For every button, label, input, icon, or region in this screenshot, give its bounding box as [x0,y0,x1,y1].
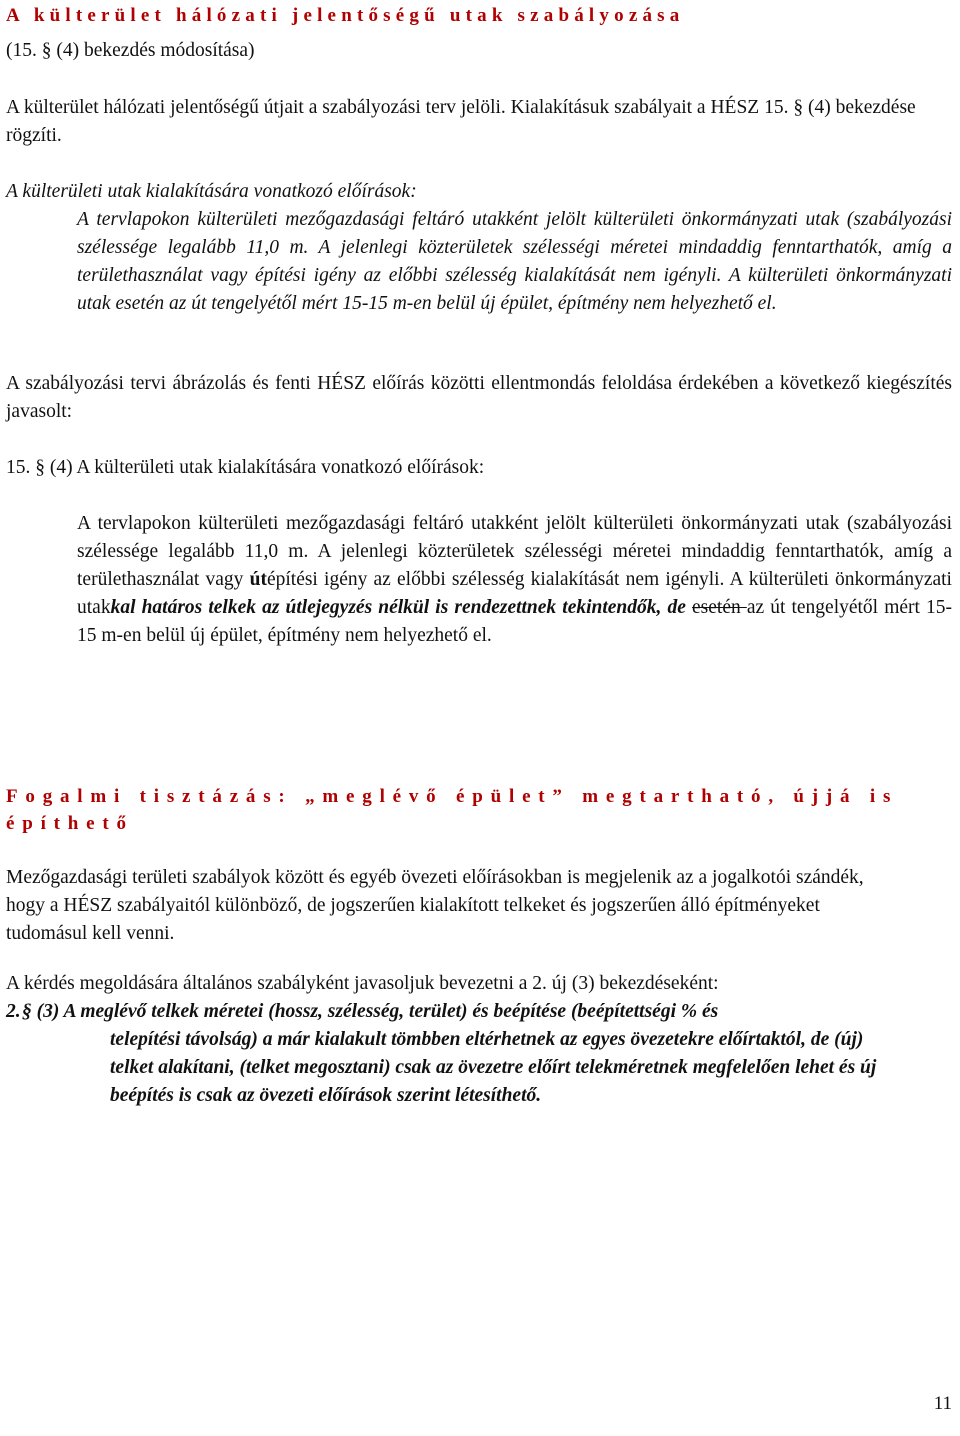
paragraph-question [6,970,952,998]
paragraph-agricultural-rules: Mezőgazdasági területi szabályok között és egyéb övezeti előírásokban is megjelenik az a jogalkotói szándék, hogy a HÉSZ szabályaitól különböző, de jogszerűen kialakított telkeket és jogszerűen álló építményeket tudomásul kell venni. [6,867,864,944]
paragraph-intro: A külterület hálózati jelentőségű útjait a szabályozási terv jelöli. Kialakításuk szabályait a HÉSZ 15. § (4) bekezdése rögzíti. [6,97,916,146]
proposed-rule [0,998,960,1138]
page-number: 11 [933,1393,952,1414]
proposal-deleted-word: esetén [692,597,747,618]
rule-number: 2. [6,1001,21,1022]
proposal-part-1: A tervlapokon külterületi mezőgazdasági feltáró utakként jelölt külterületi önkormányzati utak (szabályozási szélessége legalább 11,0 m. A jelenlegi közterületek szélességi méretei mindaddig fenntarthatók, amíg a területhasználat vagy [77,513,952,590]
proposal-inserted-clause: kal határos telkek az útlejegyzés nélkül is rendezettnek tekintendők, de [110,597,686,618]
italic-rule-body: A tervlapokon külterületi mezőgazdasági feltáró utakként jelölt külterületi önkormányzati utak (szabályozási szélessége legalább 11,0 m. A jelenlegi közterületek szélességi méretei mindaddig fenntarthatók, amíg a területhasználat vagy építési igény az előbbi szélesség kialakítását nem igényli. A külterületi önkormányzati utak esetén az út tengelyétől mért 15-15 m-en belül új épület, építmény nem helyezhető el. [77,209,952,314]
proposal-part-3: építési igény az előbbi szélesség kialakítását nem igényli. A külterületi önkormányzati utak [77,569,952,618]
proposal-part-7: az út tengelyétől mért 15-15 m-en belül új épület, építmény nem helyezhető el. [77,597,953,646]
paragraph-contradiction [6,370,952,426]
section-heading-concept: Fogalmi tisztázás: „meglévő épület” megtartható, újjá is [6,786,899,807]
italic-rule-title: A külterületi utak kialakítására vonatkozó előírások: [6,181,417,202]
section-heading-roads: A külterület hálózati jelentőségű utak szabályozása [6,5,685,26]
proposal-inserted-ut: út [249,569,267,590]
proposal-body [77,510,952,650]
rule-first-line: § (3) A meglévő telkek méretei (hossz, szélesség, terület) és beépítése (beépítettségi % és [22,1001,719,1022]
rule-continuation: telepítési távolság) a már kialakult tömbben eltérhetnek az egyes övezetekre előírtaktól, de (új) telket alakítani, (telket megosztani) csak az övezetre előírt telekméretnek megfelelően lehet és új beépítés is csak az övezeti előírások szerint létesíthető. [110,1029,877,1106]
question-text: A kérdés megoldására általános szabályként javasoljuk bevezetni a 2. új (3) bekezdéseként: [6,973,719,994]
paragraph-contradiction-text: A szabályozási tervi ábrázolás és fenti HÉSZ előírás közötti ellentmondás feloldása érdekében a következő kiegészítés javasolt: [6,373,952,422]
proposal-title: 15. § (4) A külterületi utak kialakítására vonatkozó előírások: [6,457,485,478]
section-subtitle: (15. § (4) bekezdés módosítása) [6,40,255,61]
section-heading-concept-line2: építhető [6,813,134,834]
